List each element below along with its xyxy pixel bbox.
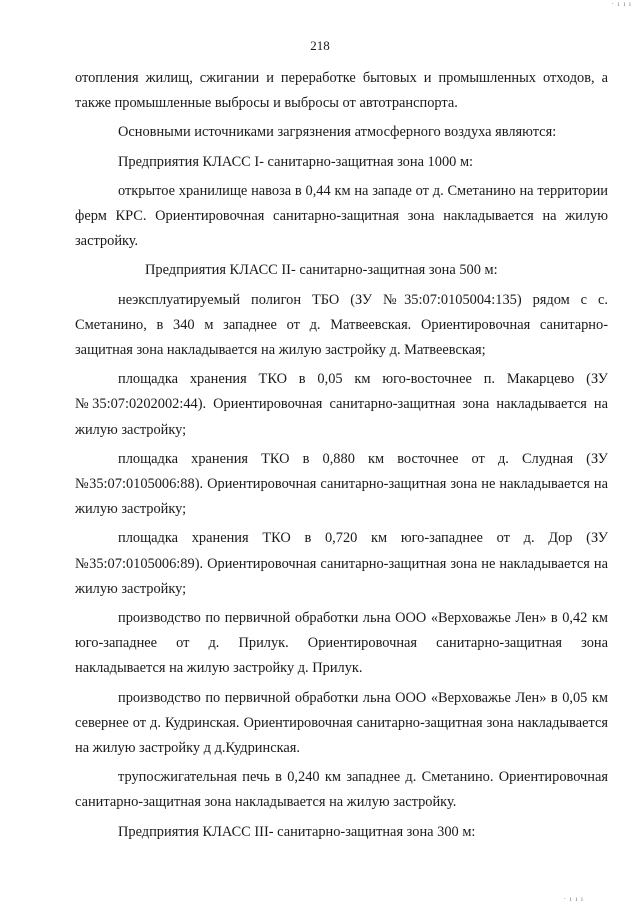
paragraph-flax-priluk: производство по первичной обработки льна ООО «Верховажье Лен» в 0,42 км юго-западнее от д. Прилук. Ориентировочная санитарно-защитная зона накладывается на жилую застройку д. Прилук. <box>75 610 608 677</box>
paragraph-landfill-tbo: неэксплуатируемый полигон ТБО (ЗУ №35:07:0105004:135) рядом с с. Сметанино, в 340 м западнее от д. Матвеевская. Ориентировочная санитарно-защитная зона накладывается на жилую застройку д. Матвеевская; <box>75 291 608 359</box>
document-body <box>75 66 608 845</box>
paragraph-manure-storage: открытое хранилище навоза в 0,44 км на западе от д. Сметанино на территории ферм КРС. Ориентировочная санитарно-защитная зона накладывается на жилую застройку. <box>75 182 608 250</box>
page-number: 218 <box>310 38 330 53</box>
heading-class-2: Предприятия КЛАСС II- санитарно-защитная зона 500 м: <box>145 262 498 279</box>
paragraph-sources-intro: Основными источниками загрязнения атмосферного воздуха являются: <box>118 124 557 141</box>
scan-mark-top-right: · ı ı ı <box>611 0 632 8</box>
paragraph-flax-kudrinskaya: производство по первичной обработки льна ООО «Верховажье Лен» в 0,05 км севернее от д. Кудринская. Ориентировочная санитарно-защитная зона накладывается на жилую застройку д д.Кудринская. <box>75 689 608 757</box>
paragraph-tko-sludnaya: площадка хранения ТКО в 0,880 км восточнее от д. Слудная (ЗУ №35:07:0105006:88). Ориентировочная санитарно-защитная зона не накладывается на жилую застройку; <box>75 450 608 518</box>
paragraph-incinerator: трупосжигательная печь в 0,240 км западнее д. Сметанино. Ориентировочная санитарно-защитная зона накладывается на жилую застройку. <box>75 769 608 811</box>
paragraph-tko-makartsevo: площадка хранения ТКО в 0,05 км юго-восточнее п. Макарцево (ЗУ №35:07:0202002:44). Ориентировочная санитарно-защитная зона накладывается на жилую застройку; <box>75 371 608 438</box>
heading-class-3: Предприятия КЛАСС III- санитарно-защитная зона 300 м: <box>118 823 476 840</box>
paragraph-tko-dor: площадка хранения ТКО в 0,720 км юго-западнее от д. Дор (ЗУ №35:07:0105006:89). Ориентировочная санитарно-защитная зона не накладывается на жилую застройку; <box>75 530 608 597</box>
heading-class-1: Предприятия КЛАСС I- санитарно-защитная зона 1000 м: <box>118 153 474 170</box>
paragraph-continuation: отопления жилищ, сжигании и переработке бытовых и промышленных отходов, а также промышленные выбросы и выбросы от автотранспорта. <box>75 70 608 112</box>
scan-mark-bottom-right: · ı ı ı <box>563 895 584 903</box>
